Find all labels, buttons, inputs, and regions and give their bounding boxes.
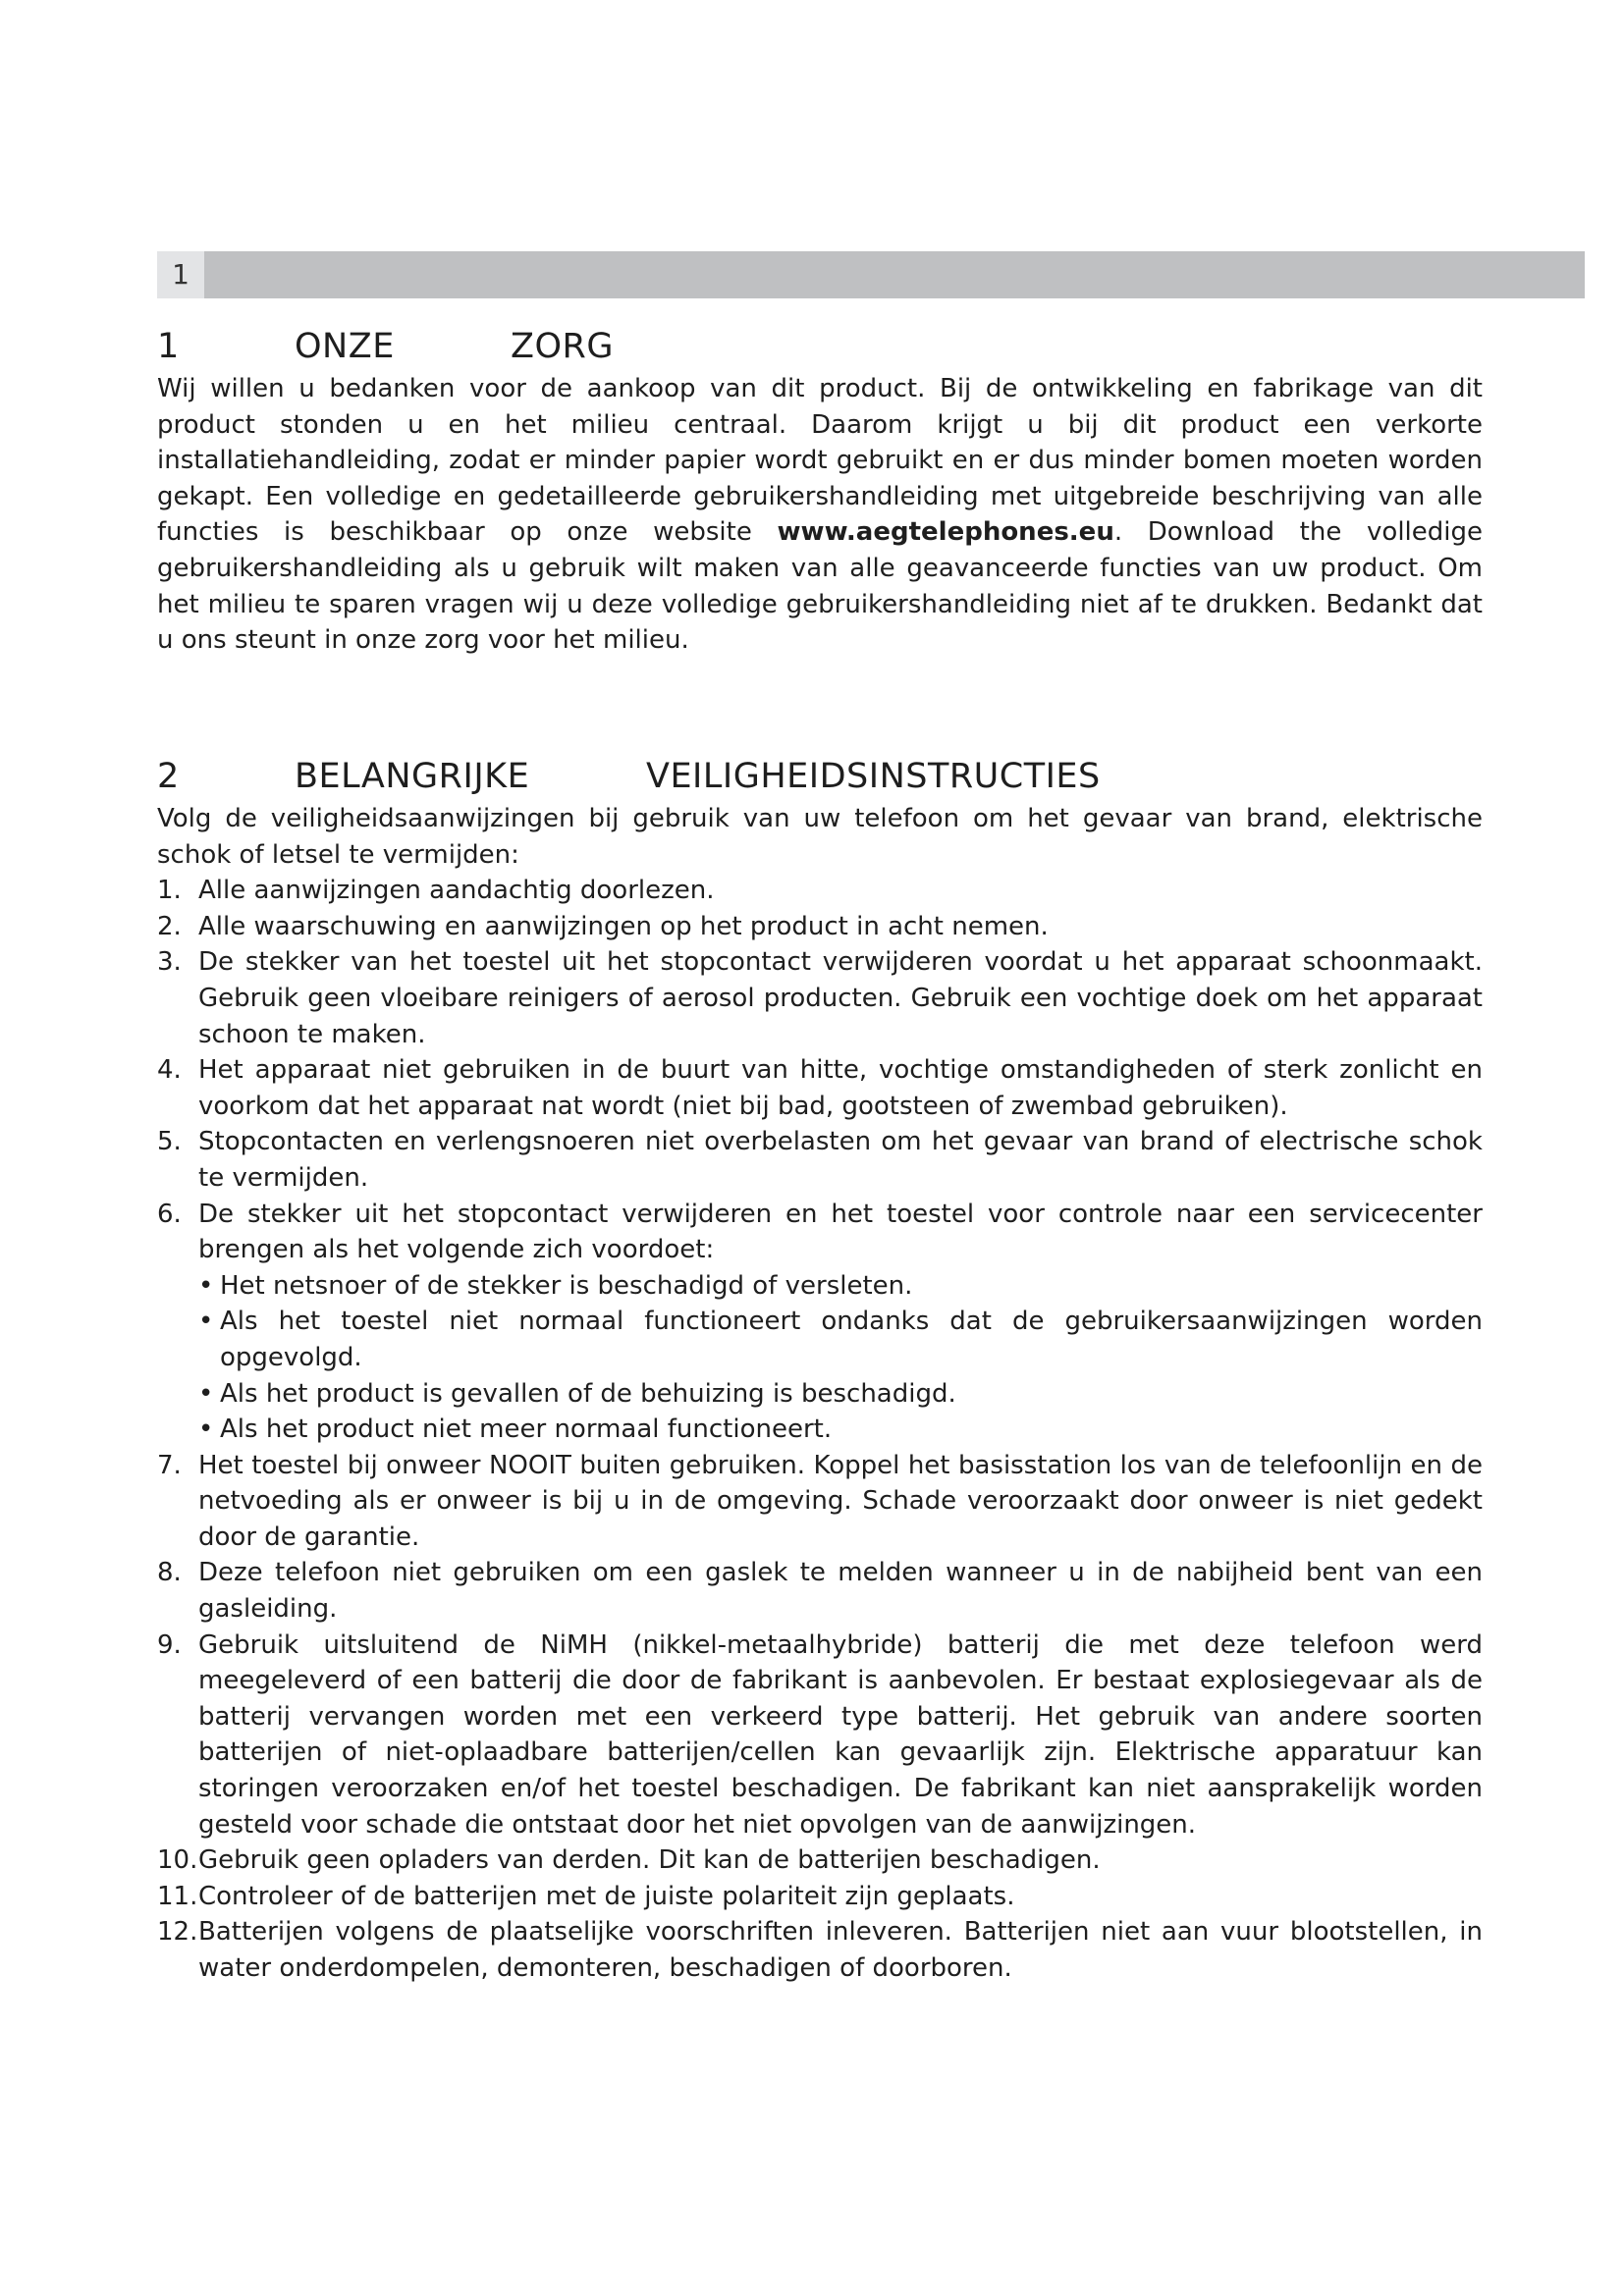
bullet-icon: • — [198, 1270, 214, 1301]
page-number: 1 — [157, 251, 204, 298]
section-2-title — [157, 752, 1483, 801]
item-text: De stekker van het toestel uit het stopcontact verwijderen voordat u het apparaat schoonmaakt. Gebruik geen vloeibare reinigers of aerosol producten. Gebruik een vochtige doek om het apparaat schoon te maken. — [198, 947, 1483, 1049]
item-text: Gebruik geen opladers van derden. Dit kan de batterijen beschadigen. — [198, 1845, 1101, 1876]
item-number: 4. — [157, 1055, 182, 1086]
item-number: 12. — [157, 1917, 198, 1948]
item-number: 6. — [157, 1199, 182, 1229]
item-text: Alle waarschuwing en aanwijzingen op het product in acht nemen. — [198, 911, 1049, 941]
sublist-item — [198, 1412, 1483, 1448]
item-text: Stopcontacten en verlengsnoeren niet overbelasten om het gevaar van brand of electrische schok te vermijden. — [198, 1127, 1483, 1193]
item-text: Gebruik uitsluitend de NiMH (nikkel-metaalhybride) batterij die met deze telefoon werd meegeleverd of een batterij die door de fabrikant is aanbevolen. Er bestaat explosiegevaar als de batterij vervangen worden met een verkeerd type batterij. Het gebruik van andere soorten batterijen of niet-oplaadbare batterijen/cellen kan gevaarlijk zijn. Elektrische apparatuur kan storingen veroorzaken en/of het toestel beschadigen. De fabrikant kan niet aansprakelijk worden gesteld voor schade die ontstaat door het niet opvolgen van de aanwijzingen. — [198, 1629, 1483, 1840]
safety-instructions-list — [157, 873, 1483, 1986]
item-text: Het toestel bij onweer NOOIT buiten gebruiken. Koppel het basisstation los van de telefoonlijn en de netvoeding als er onweer is bij u in de omgeving. Schade veroorzaakt door onweer is niet gedekt door de garantie. — [198, 1450, 1483, 1552]
list-item — [157, 1879, 1483, 1915]
section-veiligheidsinstructies — [157, 752, 1483, 1987]
section-1-number: 1 — [157, 327, 180, 366]
item-number: 5. — [157, 1127, 182, 1157]
item-text: Controleer of de batterijen met de juiste polariteit zijn geplaats. — [198, 1881, 1015, 1911]
list-item — [157, 1842, 1483, 1879]
section-1-title-word1: ONZE — [295, 327, 395, 366]
list-item — [157, 1914, 1483, 1986]
section-2-intro: Volg de veiligheidsaanwijzingen bij gebruik van uw telefoon om het gevaar van brand, elektrische schok of letsel te vermijden: — [157, 804, 1483, 870]
list-item — [157, 1197, 1483, 1448]
item-text: Het apparaat niet gebruiken in de buurt van hitte, vochtige omstandigheden of sterk zonlicht en voorkom dat het apparaat nat wordt (niet bij bad, gootsteen of zwembad gebruiken). — [198, 1055, 1483, 1121]
sublist-item-text: Als het product is gevallen of de behuizing is beschadigd. — [220, 1378, 956, 1409]
bullet-icon: • — [198, 1415, 214, 1445]
item-number: 10. — [157, 1845, 198, 1876]
sublist-item — [198, 1268, 1483, 1305]
item-number: 9. — [157, 1629, 182, 1660]
item-number: 3. — [157, 947, 182, 978]
section-1-paragraph — [157, 371, 1483, 659]
section-2-number: 2 — [157, 757, 180, 796]
item-text: De stekker uit het stopcontact verwijderen en het toestel voor controle naar een servicecenter brengen als het volgende zich voordoet: — [198, 1199, 1483, 1265]
list-item — [157, 909, 1483, 945]
sublist-item — [198, 1376, 1483, 1413]
section-1-title-word2: ZORG — [511, 327, 614, 366]
list-item — [157, 1448, 1483, 1556]
item-text: Deze telefoon niet gebruiken om een gaslek te melden wanneer u in de nabijheid bent van een gasleiding. — [198, 1558, 1483, 1625]
paragraph-text-after-link: . Download the volledige gebruikershandleiding als u gebruik wilt maken van alle geavanceerde functies van uw product. Om het milieu te sparen vragen wij u deze volledige gebruikershandleiding niet af te drukken. Bedankt dat u ons steunt in onze zorg voor het milieu. — [157, 517, 1483, 656]
section-2-title-word2: VEILIGHEIDSINSTRUCTIES — [646, 757, 1101, 796]
list-item — [157, 944, 1483, 1052]
website-link[interactable]: www.aegtelephones.eu — [777, 517, 1114, 548]
item-text: Batterijen volgens de plaatselijke voorschriften inleveren. Batterijen niet aan vuur blootstellen, in water onderdompelen, demonteren, beschadigen of doorboren. — [198, 1917, 1483, 1983]
bullet-icon: • — [198, 1378, 214, 1409]
list-item — [157, 1124, 1483, 1196]
sublist-item-text: Het netsnoer of de stekker is beschadigd of versleten. — [220, 1270, 913, 1301]
item-number: 8. — [157, 1558, 182, 1588]
sublist-item — [198, 1304, 1483, 1375]
list-item — [157, 873, 1483, 909]
sublist-item-text: Als het product niet meer normaal functioneert. — [220, 1415, 833, 1445]
list-item — [157, 1052, 1483, 1124]
item-number: 11. — [157, 1881, 198, 1911]
section-1-title — [157, 322, 1483, 371]
section-2-title-word1: BELANGRIJKE — [295, 757, 530, 796]
item-number: 1. — [157, 876, 182, 906]
list-item — [157, 1555, 1483, 1627]
page-header-band — [157, 251, 1585, 298]
item-number: 7. — [157, 1450, 182, 1480]
bullet-icon: • — [198, 1307, 214, 1337]
list-item — [157, 1628, 1483, 1843]
section-onze-zorg — [157, 322, 1483, 659]
paragraph-text-before-link: Wij willen u bedanken voor de aankoop van dit product. Bij de ontwikkeling en fabrikage van dit product stonden u en het milieu centraal. Daarom krijgt u bij dit product een verkorte installatiehandleiding, zodat er minder papier wordt gebruikt en er dus minder bomen moeten worden gekapt. Een volledige en gedetailleerde gebruikershandleiding met uitgebreide beschrijving van alle functies is beschikbaar op onze website — [157, 374, 1483, 548]
sublist-item-text: Als het toestel niet normaal functioneert ondanks dat de gebruikersaanwijzingen worden opgevolgd. — [220, 1307, 1483, 1372]
item-text: Alle aanwijzingen aandachtig doorlezen. — [198, 876, 715, 906]
item-number: 2. — [157, 911, 182, 941]
item-6-sublist — [198, 1268, 1483, 1448]
